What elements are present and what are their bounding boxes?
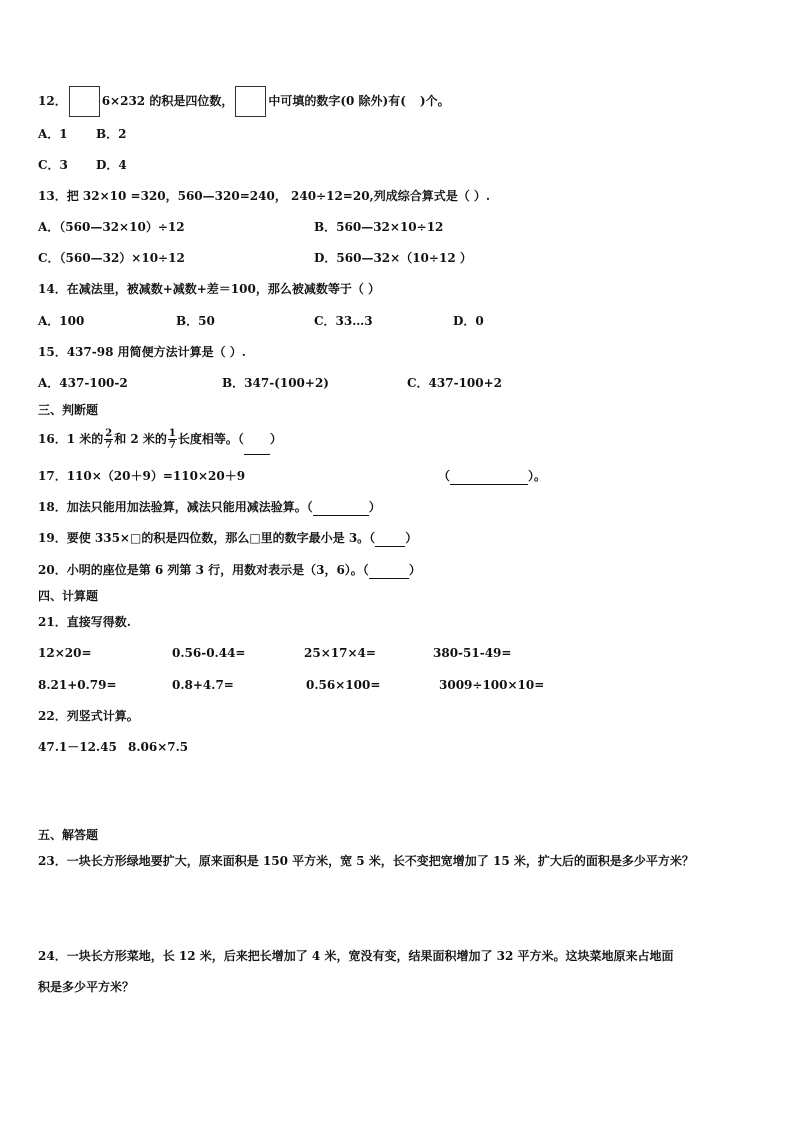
numerator: 2 (105, 428, 113, 439)
q14-option-d[interactable]: D．0 (453, 314, 484, 328)
question-text: )个。 (419, 94, 450, 108)
answer-blank[interactable] (450, 468, 528, 485)
question-text: 长度相等。（ (177, 432, 244, 446)
question-24-line-2: 积是多少平方米？ (38, 980, 135, 994)
calc-item: 0.56×100= (306, 678, 381, 692)
answer-blank[interactable] (369, 562, 409, 579)
answer-blank[interactable] (244, 424, 270, 455)
calc-item: 25×17×4= (304, 646, 376, 660)
q15-option-c[interactable]: C．437-100+2 (407, 376, 503, 390)
question-22: 22．列竖式计算。 (38, 709, 139, 723)
q12-option-a[interactable]: A．1 (38, 127, 68, 141)
question-16 (38, 424, 282, 455)
fraction-two-sevenths (104, 428, 113, 451)
q17-answer (438, 468, 546, 485)
answer-blank[interactable] (375, 530, 405, 547)
vertical-calc-item: 47.1－12.45 (38, 740, 117, 754)
q13-option-c[interactable]: C．（560—32）×10÷12 (38, 251, 185, 265)
fraction-one-seventh (168, 428, 177, 451)
question-13: 13．把 32×10 =320，560—320=240， 240÷12=20,列成综合算式是（ ）. (38, 189, 491, 203)
numerator: 1 (168, 428, 176, 439)
answer-box-2[interactable] (235, 86, 266, 117)
question-text: 20．小明的座位是第 6 列第 3 行，用数对表示是（3，6）。（ (38, 563, 369, 577)
q13-option-a[interactable]: A．（560—32×10）÷12 (38, 220, 185, 234)
question-15: 15．437-98 用简便方法计算是（ ）. (38, 345, 246, 359)
calc-item: 380-51-49= (433, 646, 512, 660)
bracket-open: （ (438, 469, 451, 483)
q15-option-b[interactable]: B．347-(100+2) (222, 376, 329, 390)
question-24-line-1: 24．一块长方形菜地，长 12 米，后来把长增加了 4 米，宽没有变，结果面积增加了 32 平方米。这块菜地原来占地面 (38, 949, 674, 963)
q12-option-b[interactable]: B．2 (96, 127, 127, 141)
q14-option-c[interactable]: C．33…3 (314, 314, 373, 328)
q14-option-a[interactable]: A．100 (38, 314, 85, 328)
question-19 (38, 530, 417, 547)
calc-item: 0.56-0.44= (172, 646, 246, 660)
bracket-close: ） (368, 500, 381, 514)
calc-item: 0.8+4.7= (172, 678, 234, 692)
section-heading-calculation: 四、计算题 (38, 589, 99, 603)
section-heading-word-problems: 五、解答题 (38, 828, 99, 842)
question-number: 12． (38, 94, 67, 108)
question-12 (38, 86, 450, 117)
bracket-close: ） (405, 531, 418, 545)
question-21: 21．直接写得数. (38, 615, 131, 629)
denominator: 7 (105, 440, 113, 451)
question-text: ） (269, 432, 282, 446)
section-heading-judgement: 三、判断题 (38, 403, 99, 417)
question-text: 中可填的数字(0 除外)有( (268, 94, 406, 108)
q13-option-d[interactable]: D．560—32×（10÷12 ） (314, 251, 472, 265)
bracket-close: ）。 (528, 469, 547, 483)
denominator: 7 (168, 440, 176, 451)
question-18 (38, 499, 381, 516)
answer-box-1[interactable] (69, 86, 100, 117)
question-17: 17．110×（20＋9）=110×20＋9 (38, 469, 246, 483)
bracket-close: ） (408, 563, 421, 577)
question-text: 16．1 米的 (38, 432, 104, 446)
q12-option-c[interactable]: C．3 (38, 158, 68, 172)
calc-item: 12×20= (38, 646, 92, 660)
calc-item: 8.21+0.79= (38, 678, 117, 692)
answer-blank[interactable] (313, 499, 369, 516)
question-text: 6×232 的积是四位数， (101, 94, 234, 108)
question-text: 19．要使 335×□的积是四位数，那么□里的数字最小是 3。（ (38, 531, 376, 545)
question-20 (38, 562, 421, 579)
q14-option-b[interactable]: B．50 (176, 314, 215, 328)
q13-option-b[interactable]: B．560—32×10÷12 (314, 220, 444, 234)
question-14: 14．在减法里，被减数+减数+差＝100，那么被减数等于（ ） (38, 282, 381, 296)
calc-item: 3009÷100×10= (439, 678, 545, 692)
question-23: 23．一块长方形绿地要扩大，原来面积是 150 平方米，宽 5 米，长不变把宽增加了 15 米，扩大后的面积是多少平方米？ (38, 854, 694, 868)
q12-option-d[interactable]: D．4 (96, 158, 127, 172)
question-text: 和 2 米的 (114, 432, 167, 446)
vertical-calc-item: 8.06×7.5 (128, 740, 189, 754)
question-text: 18．加法只能用加法验算，减法只能用减法验算。（ (38, 500, 313, 514)
q15-option-a[interactable]: A．437-100-2 (38, 376, 128, 390)
